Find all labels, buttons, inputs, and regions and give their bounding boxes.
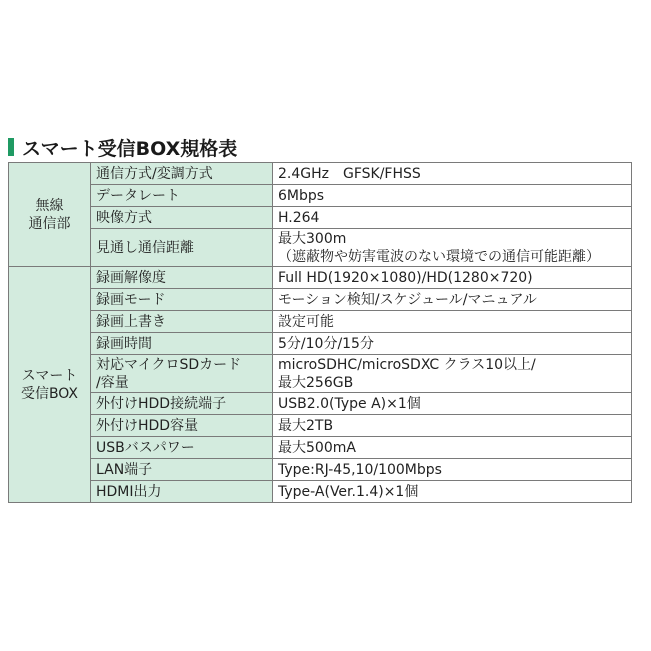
group-label: スマート	[21, 367, 78, 384]
table-row	[9, 459, 632, 481]
spec-table-body	[9, 163, 632, 503]
spec-value: Type-A(Ver.1.4)×1個	[278, 483, 419, 500]
spec-key-cell	[91, 437, 273, 459]
table-row	[9, 481, 632, 503]
spec-value: 最大2TB	[278, 417, 334, 434]
spec-key-cell	[91, 459, 273, 481]
spec-value-cell	[273, 311, 632, 333]
spec-key-cell	[91, 207, 273, 229]
spec-value-cell	[273, 185, 632, 207]
spec-value: 2.4GHz GFSK/FHSS	[278, 165, 421, 182]
spec-value: 最大500mA	[278, 439, 356, 456]
spec-key-cell	[91, 289, 273, 311]
spec-key-cell	[91, 333, 273, 355]
spec-table	[8, 162, 632, 503]
spec-key-cell	[91, 229, 273, 267]
spec-key-cell	[91, 355, 273, 393]
table-row	[9, 355, 632, 393]
group-label: 通信部	[28, 215, 71, 232]
spec-key: 見通し通信距離	[96, 239, 194, 256]
page-title: スマート受信BOX規格表	[22, 137, 238, 160]
spec-key-cell	[91, 185, 273, 207]
spec-value-cell	[273, 289, 632, 311]
spec-key: 外付けHDD接続端子	[96, 395, 227, 412]
spec-key: 録画モード	[96, 291, 166, 308]
table-row	[9, 289, 632, 311]
spec-value: 5分/10分/15分	[278, 335, 374, 352]
spec-heading	[8, 134, 237, 160]
table-row	[9, 437, 632, 459]
spec-value-cell	[273, 437, 632, 459]
group-label-cell	[9, 163, 91, 267]
table-row	[9, 311, 632, 333]
spec-key: /容量	[96, 374, 129, 391]
spec-value: H.264	[278, 209, 320, 226]
spec-value-cell	[273, 229, 632, 267]
spec-key-cell	[91, 415, 273, 437]
spec-value-cell	[273, 481, 632, 503]
spec-value-cell	[273, 393, 632, 415]
spec-key: データレート	[96, 187, 180, 204]
group-label-cell	[9, 267, 91, 503]
spec-key: 録画上書き	[96, 313, 166, 330]
spec-value-cell	[273, 415, 632, 437]
spec-value-cell	[273, 459, 632, 481]
spec-value-cell	[273, 163, 632, 185]
spec-value-cell	[273, 207, 632, 229]
table-row	[9, 393, 632, 415]
spec-value: 設定可能	[278, 313, 334, 330]
spec-value: USB2.0(Type A)×1個	[278, 395, 421, 412]
spec-value: 6Mbps	[278, 187, 325, 204]
spec-key: 外付けHDD容量	[96, 417, 199, 434]
spec-key: LAN端子	[96, 461, 153, 478]
spec-value-cell	[273, 267, 632, 289]
spec-key-cell	[91, 481, 273, 503]
spec-value: microSDHC/microSDXC クラス10以上/	[278, 356, 536, 373]
spec-key-cell	[91, 163, 273, 185]
spec-key-cell	[91, 393, 273, 415]
spec-key: HDMI出力	[96, 483, 162, 500]
spec-key-cell	[91, 311, 273, 333]
table-row	[9, 229, 632, 267]
spec-key: 通信方式/変調方式	[96, 165, 213, 182]
spec-value-cell	[273, 333, 632, 355]
spec-key: 録画時間	[96, 335, 152, 352]
spec-key: 録画解像度	[96, 269, 166, 286]
spec-value: （遮蔽物や妨害電波のない環境での通信可能距離）	[278, 248, 600, 265]
spec-value-cell	[273, 355, 632, 393]
heading-marker	[8, 138, 14, 156]
spec-key: 対応マイクロSDカード	[96, 356, 242, 373]
table-row	[9, 185, 632, 207]
table-row	[9, 207, 632, 229]
spec-key-cell	[91, 267, 273, 289]
table-row	[9, 333, 632, 355]
table-row	[9, 163, 632, 185]
spec-key: 映像方式	[96, 209, 152, 226]
spec-value: モーション検知/スケジュール/マニュアル	[278, 291, 537, 308]
group-label: 無線	[35, 197, 64, 214]
spec-key: USBバスパワー	[96, 439, 195, 456]
table-row	[9, 267, 632, 289]
group-label: 受信BOX	[20, 385, 79, 402]
spec-value: 最大256GB	[278, 374, 354, 391]
spec-value: 最大300m	[278, 230, 347, 247]
spec-value: Type:RJ-45,10/100Mbps	[278, 461, 442, 478]
spec-value: Full HD(1920×1080)/HD(1280×720)	[278, 269, 533, 286]
table-row	[9, 415, 632, 437]
